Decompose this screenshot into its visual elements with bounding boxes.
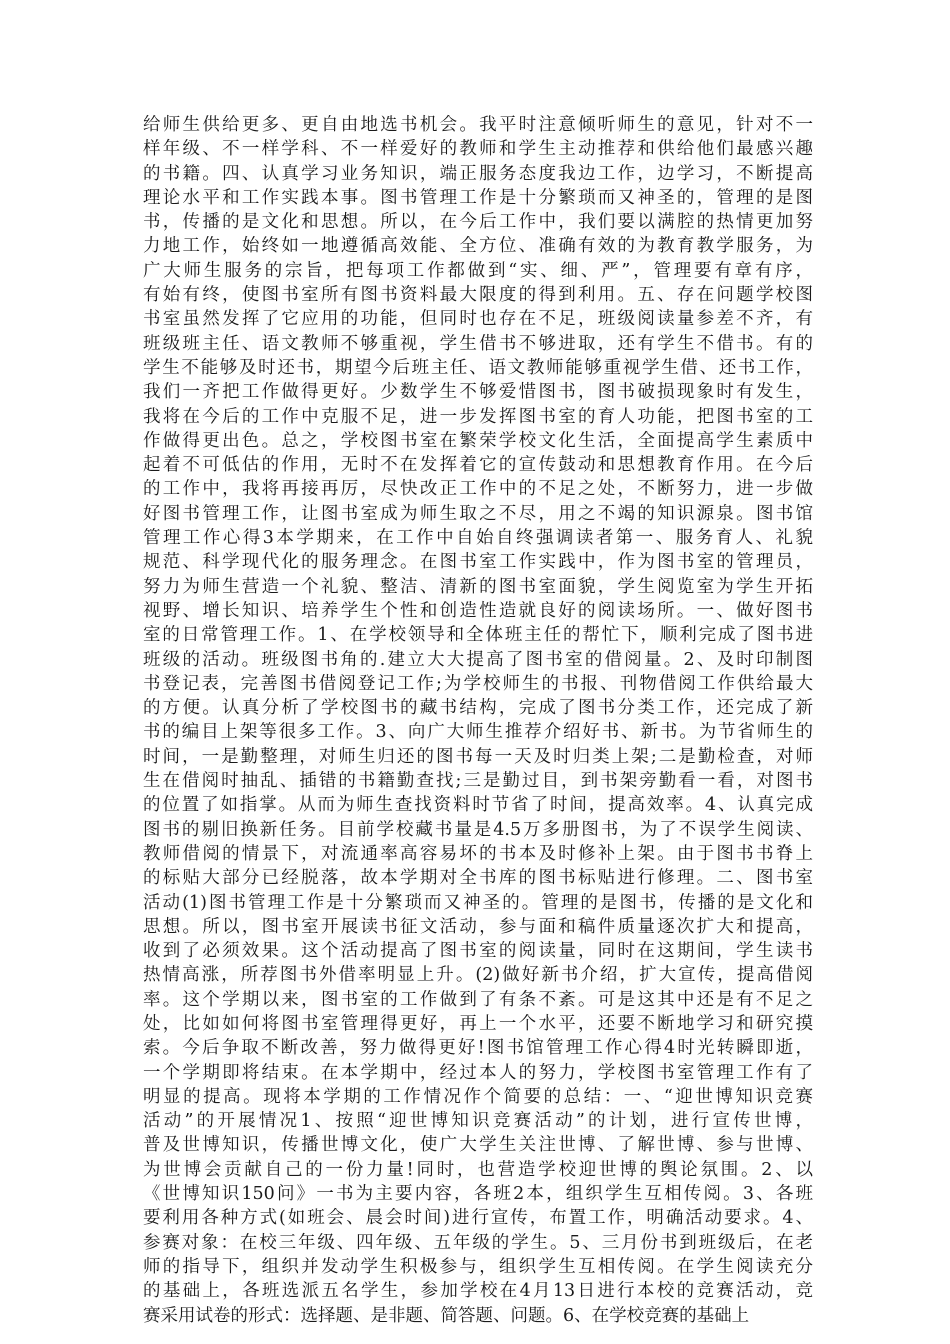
text-line: 活动(1)图书管理工作是十分繁琐而又神圣的。管理的是图书，传播的是文化和 (143, 892, 813, 913)
text-line: 室的日常管理工作。1、在学校领导和全体班主任的帮忙下，顺利完成了图书进 (143, 625, 813, 646)
text-line: 书的编目上架等很多工作。3、向广大师生推荐介绍好书、新书。为节省师生的 (143, 722, 813, 743)
text-line: 生在借阅时抽乱、插错的书籍勤查找;三是勤过目，到书架旁勤看一看，对图书 (143, 771, 813, 792)
text-line: 的工作中，我将再接再厉，尽快改正工作中的不足之处，不断努力，进一步做 (143, 479, 813, 500)
text-line: 力地工作，始终如一地遵循高效能、全方位、准确有效的为教育教学服务，为 (143, 236, 813, 257)
text-line: 样年级、不一样学科、不一样爱好的教师和学生主动推荐和供给他们最感兴趣 (143, 139, 813, 160)
text-line: 我将在今后的工作中克服不足，进一步发挥图书室的育人功能，把图书室的工 (143, 406, 813, 427)
text-line: 要利用各种方式(如班会、晨会时间)进行宣传，布置工作，明确活动要求。4、 (143, 1208, 813, 1229)
text-line: 的标贴大部分已经脱落，故本学期对全书库的图书标贴进行修理。二、图书室 (143, 868, 813, 889)
text-line: 书登记表，完善图书借阅登记工作;为学校师生的书报、刊物借阅工作供给最大 (143, 673, 813, 694)
text-line: 普及世博知识，传播世博文化，使广大学生关注世博、了解世博、参与世博、 (143, 1135, 813, 1156)
text-line: 活动”的开展情况1、按照“迎世博知识竞赛活动”的计划，进行宣传世博， (143, 1111, 813, 1132)
text-line: 的基础上，各班选派五名学生，参加学校在4月13日进行本校的竞赛活动，竞 (143, 1281, 813, 1302)
text-line: 图书的剔旧换新任务。目前学校藏书量是4.5万多册图书，为了不误学生阅读、 (143, 819, 813, 840)
text-line: 书室虽然发挥了它应用的功能，但同时也存在不足，班级阅读量参差不齐，有 (143, 309, 813, 330)
text-line: 热情高涨，所荐图书外借率明显上升。(2)做好新书介绍，扩大宣传，提高借阅 (143, 965, 813, 986)
text-line: 的位置了如指掌。从而为师生查找资料时节省了时间，提高效率。4、认真完成 (143, 795, 813, 816)
text-line: 的方便。认真分析了学校图书的藏书结构，完成了图书分类工作，还完成了新 (143, 698, 813, 719)
text-line: 我们一齐把工作做得更好。少数学生不够爱惜图书，图书破损现象时有发生， (143, 382, 813, 403)
text-line: 班级的活动。班级图书角的.建立大大提高了图书室的借阅量。2、及时印制图 (143, 649, 813, 670)
text-line: 《世博知识150问》一书为主要内容，各班2本，组织学生互相传阅。3、各班 (143, 1184, 813, 1205)
text-line: 起着不可低估的作用，无时不在发挥着它的宣传鼓动和思想教育作用。在今后 (143, 455, 813, 476)
text-line: 好图书管理工作，让图书室成为师生取之不尽，用之不竭的知识源泉。图书馆 (143, 503, 813, 524)
text-line: 思想。所以，图书室开展读书征文活动，参与面和稿件质量逐次扩大和提高， (143, 916, 813, 937)
text-line: 收到了必须效果。这个活动提高了图书室的阅读量，同时在这期间，学生读书 (143, 941, 813, 962)
text-line: 有始有终，使图书室所有图书资料最大限度的得到利用。五、存在问题学校图 (143, 285, 813, 306)
text-line: 师的指导下，组织并发动学生积极参与，组织学生互相传阅。在学生阅读充分 (143, 1256, 813, 1277)
text-line: 视野、增长知识、培养学生个性和创造性造就良好的阅读场所。一、做好图书 (143, 600, 813, 621)
text-line: 明显的提高。现将本学期的工作情况作个简要的总结：一、“迎世博知识竞赛 (143, 1086, 813, 1107)
body-text (143, 113, 813, 1328)
text-line: 管理工作心得3本学期来，在工作中自始自终强调读者第一、服务育人、礼貌 (143, 528, 813, 549)
text-line: 书，传播的是文化和思想。所以，在今后工作中，我们要以满腔的热情更加努 (143, 212, 813, 233)
text-line: 赛采用试卷的形式：选择题、是非题、简答题、问题。6、在学校竞赛的基础上 (143, 1305, 750, 1326)
text-line: 规范、科学现代化的服务理念。在图书室工作实践中，作为图书室的管理员， (143, 552, 813, 573)
text-line: 给师生供给更多、更自由地选书机会。我平时注意倾听师生的意见，针对不一 (143, 115, 813, 135)
text-line: 班级班主任、语文教师不够重视，学生借书不够进取，还有学生不借书。有的 (143, 333, 813, 354)
text-line: 努力为师生营造一个礼貌、整洁、清新的图书室面貌，学生阅览室为学生开拓 (143, 576, 813, 597)
text-line: 为世博会贡献自己的一份力量!同时，也营造学校迎世博的舆论氛围。2、以 (143, 1159, 813, 1180)
text-line: 率。这个学期以来，图书室的工作做到了有条不紊。可是这其中还是有不足之 (143, 989, 813, 1010)
text-line: 索。今后争取不断改善，努力做得更好!图书馆管理工作心得4时光转瞬即逝， (143, 1038, 813, 1059)
text-line: 广大师生服务的宗旨，把每项工作都做到“实、细、严”，管理要有章有序， (143, 260, 813, 281)
text-line: 教师借阅的情景下，对流通率高容易坏的书本及时修补上架。由于图书书脊上 (143, 843, 813, 864)
text-line: 的书籍。四、认真学习业务知识，端正服务态度我边工作，边学习，不断提高 (143, 163, 813, 184)
text-line: 参赛对象：在校三年级、四年级、五年级的学生。5、三月份书到班级后，在老 (143, 1232, 813, 1253)
text-line: 时间，一是勤整理，对师生归还的图书每一天及时归类上架;二是勤检查，对师 (143, 746, 813, 767)
text-line: 学生不能够及时还书，期望今后班主任、语文教师能够重视学生借、还书工作， (143, 357, 813, 378)
text-line: 作做得更出色。总之，学校图书室在繁荣学校文化生活，全面提高学生素质中 (143, 430, 813, 451)
text-line: 处，比如如何将图书室管理得更好，再上一个水平，还要不断地学习和研究摸 (143, 1013, 813, 1034)
text-line: 一个学期即将结束。在本学期中，经过本人的努力，学校图书室管理工作有了 (143, 1062, 813, 1083)
text-line: 理论水平和工作实践本事。图书管理工作是十分繁琐而又神圣的，管理的是图 (143, 187, 813, 208)
